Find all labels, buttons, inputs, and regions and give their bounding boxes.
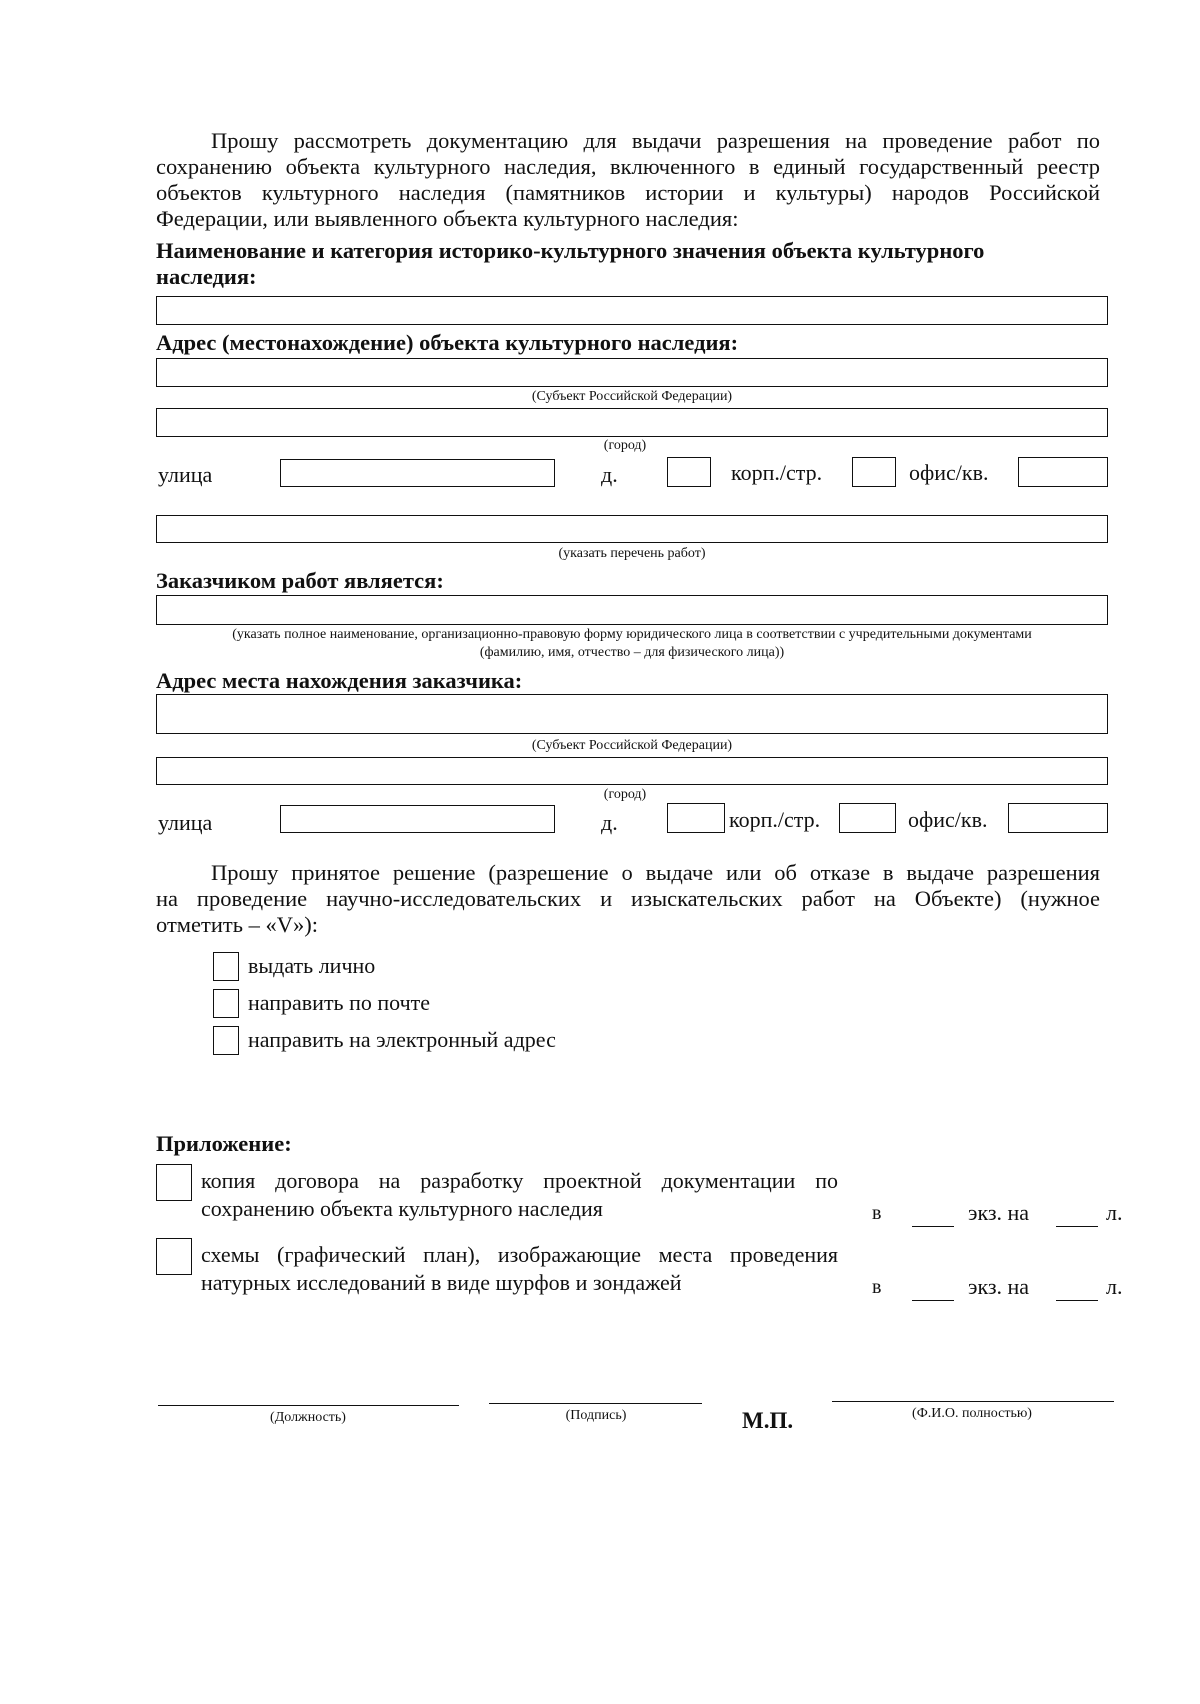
attachment-2-sheets-blank[interactable] — [1056, 1300, 1098, 1301]
object-street-label: улица — [158, 462, 213, 487]
decision-line-2: на проведение научно-исследовательских и изыскательских работ на Объекте) (нужное — [156, 886, 1100, 911]
customer-name-field[interactable] — [156, 595, 1108, 625]
customer-address-title: Адрес места нахождения заказчика: — [156, 668, 523, 693]
object-house-label: д. — [601, 462, 618, 487]
object-house-field[interactable] — [667, 457, 711, 487]
attachment-2-checkbox[interactable] — [156, 1238, 192, 1275]
works-list-caption: (указать перечень работ) — [558, 546, 706, 561]
customer-house-label: д. — [601, 810, 618, 835]
intro-line-4: Федерации, или выявленного объекта культурного наследия: — [156, 206, 739, 231]
stamp-label: М.П. — [742, 1408, 794, 1433]
customer-caption-2: (фамилию, имя, отчество – для физического лица)) — [479, 645, 785, 660]
object-building-field[interactable] — [852, 457, 896, 487]
customer-street-label: улица — [158, 810, 213, 835]
attachment-1-sheets-blank[interactable] — [1056, 1226, 1098, 1227]
attachment-1-in-label: в — [872, 1202, 882, 1224]
object-name-title: Наименование и категория историко-культурного значения объекта культурного наследия: — [156, 238, 985, 289]
customer-city-field[interactable] — [156, 757, 1108, 785]
attachment-1-checkbox[interactable] — [156, 1164, 192, 1201]
decision-paragraph — [156, 860, 1100, 938]
signature-line[interactable] — [489, 1403, 702, 1404]
attachment-1-copies-label: экз. на — [968, 1200, 1030, 1225]
object-office-label: офис/кв. — [909, 460, 989, 485]
option-email-checkbox[interactable] — [213, 1026, 239, 1055]
object-address-title: Адрес (местонахождение) объекта культурного наследия: — [156, 330, 739, 355]
object-city-field[interactable] — [156, 408, 1108, 437]
customer-office-label: офис/кв. — [908, 807, 988, 832]
attachment-1-line-1: копия договора на разработку проектной документации по — [201, 1168, 838, 1193]
customer-building-field[interactable] — [839, 803, 896, 833]
works-list-field[interactable] — [156, 515, 1108, 543]
attachments-title: Приложение: — [156, 1131, 292, 1156]
decision-line-1: Прошу принятое решение (разрешение о выдаче или об отказе в выдаче разрешения — [211, 860, 1100, 885]
object-street-field[interactable] — [280, 459, 555, 487]
customer-city-caption: (город) — [603, 787, 647, 802]
customer-subject-caption: (Субъект Российской Федерации) — [531, 738, 733, 753]
object-office-field[interactable] — [1018, 457, 1108, 487]
customer-title: Заказчиком работ является: — [156, 568, 444, 593]
attachment-1-line-2: сохранению объекта культурного наследия — [201, 1196, 603, 1221]
attachment-2-copies-blank[interactable] — [912, 1300, 954, 1301]
attachment-1-sheets-label: л. — [1106, 1200, 1123, 1225]
attachment-2-sheets-label: л. — [1106, 1274, 1123, 1299]
object-building-label: корп./стр. — [731, 460, 823, 485]
object-subject-field[interactable] — [156, 358, 1108, 387]
option-in-person-label: выдать лично — [248, 953, 376, 978]
intro-line-2: сохранению объекта культурного наследия, включенного в единый государственный реестр — [156, 154, 1100, 179]
customer-office-field[interactable] — [1008, 803, 1108, 833]
customer-street-field[interactable] — [280, 805, 555, 833]
option-mail-checkbox[interactable] — [213, 989, 239, 1018]
attachment-2-line-2: натурных исследований в виде шурфов и зондажей — [201, 1270, 682, 1295]
intro-line-1: Прошу рассмотреть документацию для выдачи разрешения на проведение работ по — [211, 128, 1100, 153]
option-mail-label: направить по почте — [248, 990, 431, 1015]
customer-house-field[interactable] — [667, 803, 725, 833]
option-in-person-checkbox[interactable] — [213, 952, 239, 981]
object-city-caption: (город) — [603, 438, 647, 453]
attachment-2-line-1: схемы (графический план), изображающие места проведения — [201, 1242, 838, 1267]
position-signature-line[interactable] — [158, 1405, 459, 1406]
option-email-label: направить на электронный адрес — [248, 1027, 556, 1052]
intro-paragraph — [156, 128, 1100, 232]
signature-caption: (Подпись) — [565, 1408, 627, 1423]
object-name-field[interactable] — [156, 296, 1108, 325]
customer-caption-1: (указать полное наименование, организационно-правовую форму юридического лица в соответствии с учредительными документами — [232, 627, 1032, 642]
customer-subject-field[interactable] — [156, 694, 1108, 734]
intro-line-3: объектов культурного наследия (памятников истории и культуры) народов Российской — [156, 180, 1100, 205]
attachment-2-in-label: в — [872, 1276, 882, 1298]
full-name-caption: (Ф.И.О. полностью) — [912, 1406, 1032, 1421]
position-caption: (Должность) — [270, 1410, 346, 1425]
full-name-signature-line[interactable] — [832, 1401, 1114, 1402]
decision-line-3: отметить – «V»): — [156, 912, 318, 937]
attachment-1-copies-blank[interactable] — [912, 1226, 954, 1227]
attachment-2-copies-label: экз. на — [968, 1274, 1030, 1299]
object-subject-caption: (Субъект Российской Федерации) — [531, 389, 733, 404]
customer-building-label: корп./стр. — [729, 807, 821, 832]
